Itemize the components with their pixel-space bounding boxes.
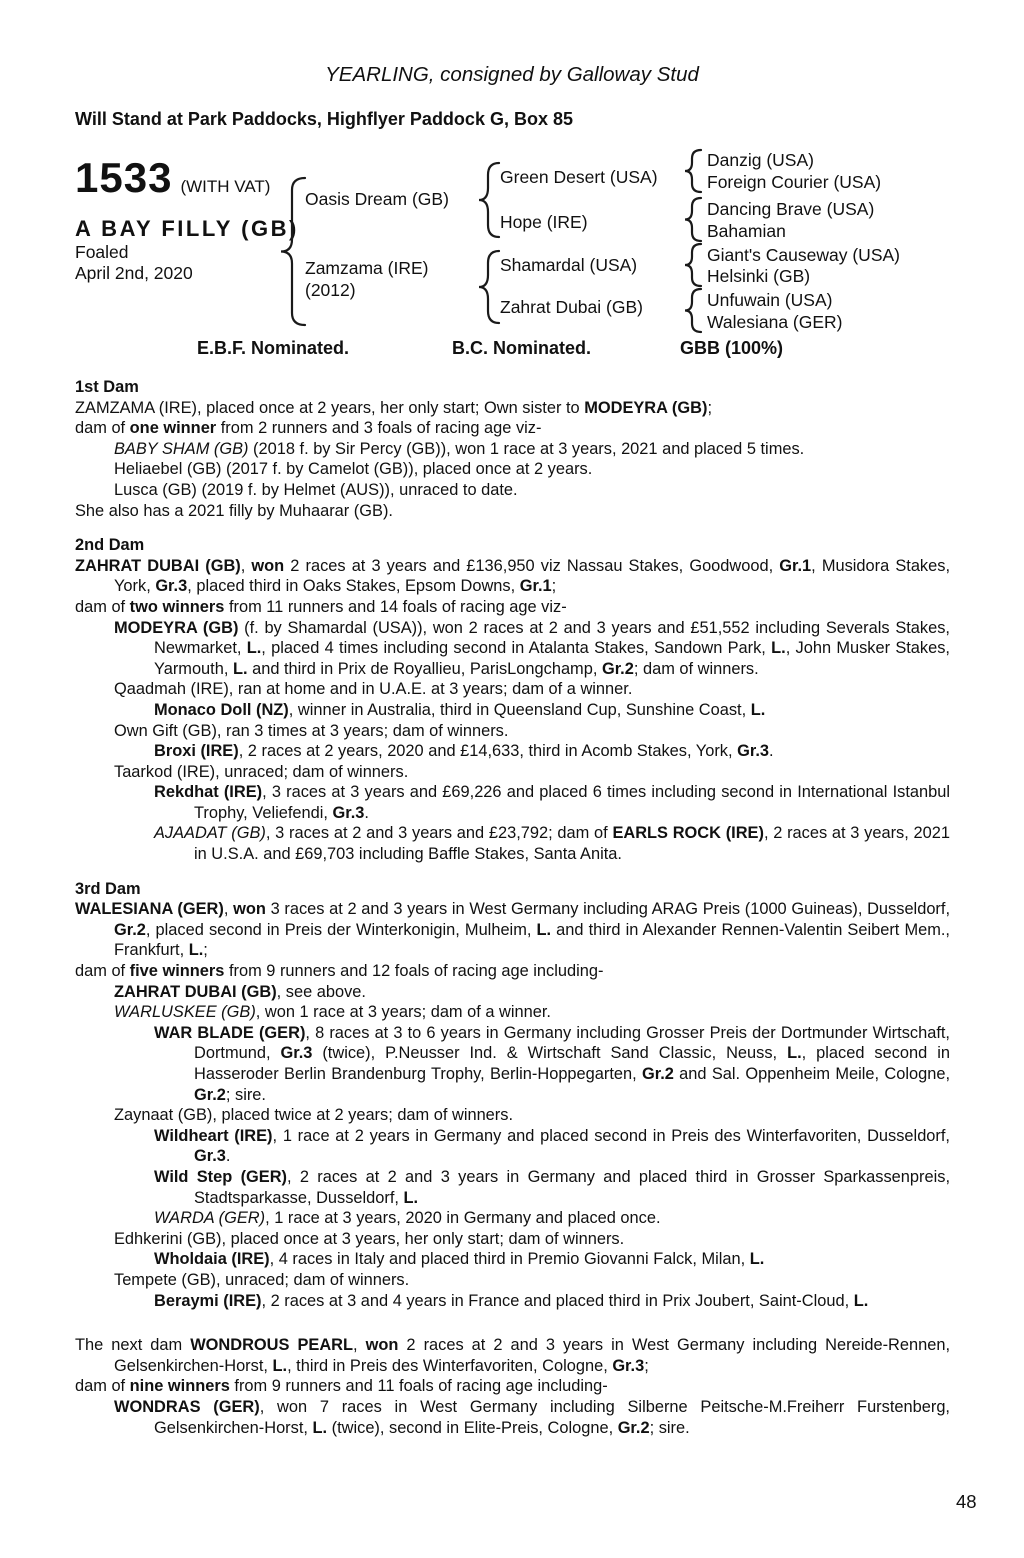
text-segment: L. [771,639,786,658]
text-segment: (twice), second in Elite-Preis, Cologne, [327,1418,618,1437]
lot-number: 1533 [75,154,173,201]
text-segment: L. [246,639,262,658]
text-segment: 3 races at 2 and 3 years in West Germany including ARAG Preis (1000 Guineas), Dusseldorf, [265,900,950,919]
text-segment: Broxi (IRE) [154,742,239,761]
text-segment: Gr.2 [601,659,634,678]
pedigree-gen3-ancestor: Dancing Brave (USA) [707,199,875,219]
produce-paragraph [75,899,950,961]
text-segment: Gr.1 [519,577,552,596]
produce-paragraph [75,1270,950,1291]
dam-section [75,377,950,521]
text-segment: and third in Prix de Royallieu, ParisLongchamp, [247,659,602,678]
text-segment: Gr.3 [155,577,188,596]
produce-paragraph [75,1397,950,1438]
text-segment: from 9 runners and 11 foals of racing age including- [229,1377,608,1396]
horse-name: A BAY FILLY (GB) [75,216,299,241]
text-segment: WARDA (GER) [154,1209,266,1228]
produce-paragraph [75,679,950,700]
text-segment: BABY SHAM (GB) [114,439,249,458]
text-segment: ZAHRAT DUBAI (GB) [114,982,277,1001]
dam-section [75,879,950,1311]
text-segment: . [225,1147,231,1166]
bc-nomination: B.C. Nominated. [452,338,592,358]
text-segment: WONDRAS (GER) [114,1397,260,1416]
text-segment: WALESIANA (GER) [75,900,224,919]
text-segment: EARLS ROCK (IRE) [612,824,764,843]
produce-paragraph [75,501,950,522]
produce-paragraph [75,459,950,480]
pedigree-dam-year: (2012) [305,280,356,300]
text-segment: L. [749,1250,765,1269]
text-segment: from 9 runners and 12 foals of racing age including- [224,962,604,981]
text-segment: ; [551,577,557,596]
produce-paragraph [75,597,950,618]
pedigree-gen3-ancestor: Giant's Causeway (USA) [707,245,900,265]
text-segment: L. [536,920,552,939]
text-segment: ; [707,398,712,417]
produce-paragraph [75,556,950,597]
pedigree-brace-gen1 [281,178,305,325]
text-segment: , 2 races at 2 years, 2020 and £14,633, third in Acomb Stakes, York, [238,742,738,761]
produce-paragraph [75,1291,950,1312]
text-segment: L. [188,941,204,960]
text-segment: Gr.3 [280,1044,313,1063]
text-segment: 2 races at 2 and 3 years in West Germany including Nereide-Rennen, Gelsenkirchen-Horst, [114,1336,950,1375]
text-segment: MODEYRA (GB) [114,618,239,637]
text-segment: 2 races at 3 years and £136,950 viz Nassau Stakes, Goodwood, [284,556,780,575]
pedigree-gen3-ancestor: Danzig (USA) [707,150,814,170]
text-segment: won [365,1336,399,1355]
produce-paragraph [75,1229,950,1250]
text-segment: , placed second in Hasseroder Berlin Brandenburg Trophy, Berlin-Hoppegarten, [194,1044,950,1083]
text-segment: WAR BLADE (GER) [154,1023,306,1042]
vat-note: (WITH VAT) [180,177,271,196]
foaled-date: April 2nd, 2020 [75,263,193,283]
pedigree-gen3-ancestor: Foreign Courier (USA) [707,172,882,192]
dam-section-heading: 3rd Dam [75,879,141,898]
text-segment: (f. by Shamardal (USA)), won 2 races at 2 and 3 years and £51,552 including Severals Stakes, Newmarket, [154,618,950,658]
text-segment: Qaadmah (IRE), ran at home and in U.A.E. at 3 years; dam of a winner. [114,680,633,699]
text-segment: ; dam of winners. [633,659,759,678]
text-segment: . [364,803,369,822]
text-segment: She also has a 2021 filly by Muhaarar (GB). [75,501,393,520]
text-segment: (twice), P.Neusser Ind. & Wirtschaft Sand Classic, Neuss, [312,1044,788,1063]
text-segment: , 2 races at 3 years, 2021 in U.S.A. and £69,703 including Baffle Stakes, Santa Anita. [194,824,950,864]
page-title: YEARLING, consigned by Galloway Stud [325,63,699,86]
produce-paragraph [75,741,950,762]
text-segment: , 1 race at 3 years, 2020 in Germany and placed once. [265,1209,661,1228]
pedigree-gen2-sire-sire: Green Desert (USA) [500,167,658,187]
pedigree-gen3-ancestor: Walesiana (GER) [707,312,843,332]
produce-paragraph [75,721,950,742]
dam-section-heading: 2nd Dam [75,536,145,555]
produce-paragraph [75,1023,950,1105]
text-segment: ; [644,1356,649,1375]
text-segment: from 11 runners and 14 foals of racing age viz- [224,597,567,616]
text-segment: , won 1 race at 3 years; dam of a winner. [255,1003,551,1022]
produce-record-body [75,377,950,1438]
text-segment: dam of [75,419,130,438]
produce-paragraph [75,439,950,460]
text-segment: L. [312,1418,328,1437]
text-segment: , placed 4 times including second in Atalanta Stakes, Sandown Park, [261,639,772,658]
produce-paragraph [75,1335,950,1376]
text-segment: Edhkerini (GB), placed once at 3 years, her only start; dam of winners. [114,1229,625,1248]
text-segment: MODEYRA (GB) [584,398,708,417]
text-segment: , Musidora Stakes, York, [114,556,950,596]
text-segment: , won 7 races in West Germany including Silberne Peitsche-M.Freiherr Furstenberg, Gelsenkirchen-Horst, [154,1397,950,1437]
text-segment: one winner [129,419,217,438]
stand-location-line: Will Stand at Park Paddocks, Highflyer Paddock G, Box 85 [75,109,573,129]
pedigree-gen2-sire-dam: Hope (IRE) [500,212,588,232]
text-segment: dam of [75,962,130,981]
produce-paragraph [75,961,950,982]
produce-paragraph [75,1208,950,1229]
text-segment: Monaco Doll (NZ) [154,700,289,719]
text-segment: Wildheart (IRE) [154,1126,273,1145]
pedigree-gen2-dam-dam: Zahrat Dubai (GB) [500,297,643,317]
next-dam-section [75,1335,950,1438]
text-segment: , 1 race at 2 years in Germany and placed second in Preis des Winterfavoriten, Dusseldorf, [272,1126,950,1145]
text-segment: dam of [75,597,130,616]
text-segment: won [251,556,285,575]
gbb-status: GBB (100%) [680,338,784,358]
produce-paragraph [75,618,950,680]
text-segment: , 3 races at 2 and 3 years and £23,792; dam of [265,824,613,843]
text-segment: won [233,900,266,919]
text-segment: , 2 races at 3 and 4 years in France and placed third in Prix Joubert, Saint-Cloud, [261,1291,854,1310]
text-segment: , John Musker Stakes, Yarmouth, [154,639,950,678]
pedigree-brace-gen3-2 [685,198,701,241]
text-segment: from 2 runners and 3 foals of racing age viz- [216,419,542,438]
pedigree-gen3-ancestor: Unfuwain (USA) [707,290,833,310]
text-segment: L. [232,659,248,678]
pedigree-gen3-ancestor: Bahamian [707,221,786,241]
dam-section [75,535,950,865]
text-segment: AJAADAT (GB) [154,824,266,843]
text-segment: Gr.2 [114,920,146,939]
text-segment: Rekdhat (IRE) [154,783,263,802]
text-segment: ; [203,941,208,960]
text-segment: ZAHRAT DUBAI (GB) [75,556,241,575]
text-segment: ; sire. [225,1085,266,1104]
text-segment: , third in Preis des Winterfavoriten, Cologne, [287,1356,613,1375]
lot-row [75,154,270,202]
text-segment: Beraymi (IRE) [154,1291,262,1310]
pedigree-gen2-dam-sire: Shamardal (USA) [500,255,638,275]
text-segment: five winners [129,962,225,981]
text-segment: , 4 races in Italy and placed third in Premio Giovanni Falck, Milan, [269,1250,750,1269]
text-segment: Heliaebel (GB) (2017 f. by Camelot (GB)), placed once at 2 years. [114,460,593,479]
text-segment: . [769,742,774,761]
text-segment: Taarkod (IRE), unraced; dam of winners. [114,762,409,781]
produce-paragraph [75,762,950,783]
dam-section-heading: 1st Dam [75,378,139,396]
text-segment: Tempete (GB), unraced; dam of winners. [114,1270,410,1289]
produce-paragraph [75,1249,950,1270]
produce-paragraph [75,823,950,864]
produce-paragraph [75,1002,950,1023]
text-segment: L. [787,1044,802,1063]
produce-paragraph [75,1167,950,1208]
text-segment: , 8 races at 3 to 6 years in Germany including Grosser Preis der Dortmunder Wirtschaft, Dortmund, [194,1023,950,1063]
text-segment: , [353,1336,366,1355]
pedigree-sire: Oasis Dream (GB) [305,189,449,209]
produce-paragraph [75,1105,950,1126]
text-segment: Gr.1 [779,556,812,575]
text-segment: two winners [129,597,225,616]
text-segment: The next dam [75,1336,191,1355]
pedigree-brace-gen2-top [479,163,499,237]
text-segment: Gr.2 [617,1418,650,1437]
page-number: 48 [956,1491,977,1512]
text-segment: , [223,900,234,919]
pedigree-brace-gen2-bottom [479,251,499,323]
text-segment: L. [272,1356,288,1375]
text-segment: ; sire. [649,1418,690,1437]
text-segment: L. [853,1291,869,1310]
text-segment: , [240,556,252,575]
text-segment: nine winners [129,1377,230,1396]
produce-paragraph [75,1376,950,1397]
text-segment: , placed second in Preis der Winterkonigin, Mulheim, [145,920,537,939]
text-segment: Gr.2 [641,1065,674,1083]
text-segment: WONDROUS PEARL [190,1336,354,1355]
text-segment: Wholdaia (IRE) [154,1250,270,1269]
text-segment: ZAMZAMA (IRE), placed once at 2 years, her only start; Own sister to [75,398,585,417]
foaled-label: Foaled [75,242,129,262]
produce-paragraph [75,398,950,419]
produce-paragraph [75,480,950,501]
text-segment: and Sal. Oppenheim Meile, Cologne, [673,1065,950,1083]
pedigree-brace-gen3-3 [685,244,701,286]
text-segment: , 3 races at 3 years and £69,226 and placed 6 times including second in International Istanbul Trophy, Veliefendi, [194,783,950,822]
text-segment: Gr.3 [194,1147,226,1166]
text-segment: dam of [75,1377,130,1396]
produce-paragraph [75,982,950,1003]
text-segment: Zaynaat (GB), placed twice at 2 years; dam of winners. [114,1106,514,1125]
text-segment: Gr.2 [194,1085,226,1104]
text-segment: L. [750,700,766,719]
pedigree-gen3-ancestor: Helsinki (GB) [707,266,811,286]
text-segment: Gr.3 [612,1356,645,1375]
ebf-nomination: E.B.F. Nominated. [197,338,350,358]
pedigree-brace-gen3-4 [685,289,701,332]
text-segment: Gr.3 [332,803,365,822]
pedigree-dam: Zamzama (IRE) [305,258,429,278]
text-segment: , winner in Australia, third in Queensland Cup, Sunshine Coast, [288,700,751,719]
text-segment: Own Gift (GB), ran 3 times at 3 years; dam of winners. [114,721,509,740]
text-segment: (2018 f. by Sir Percy (GB)), won 1 race at 3 years, 2021 and placed 5 times. [248,439,805,458]
pedigree-brace-gen3-1 [685,150,701,192]
text-segment: Gr.3 [737,742,770,761]
produce-paragraph [75,700,950,721]
text-segment: L. [403,1188,419,1207]
text-segment: Wild Step (GER) [154,1167,288,1186]
text-segment: , placed third in Oaks Stakes, Epsom Downs, [187,577,520,596]
produce-paragraph [75,418,950,439]
produce-paragraph [75,1126,950,1167]
text-segment: , see above. [276,982,366,1001]
text-segment: , 2 races at 2 and 3 years in Germany and placed third in Grosser Sparkassenpreis, Stadtsparkasse, Dusseldorf, [194,1167,950,1207]
produce-paragraph [75,782,950,823]
text-segment: and third in Alexander Rennen-Valentin Seibert Mem., Frankfurt, [114,920,950,960]
text-segment: WARLUSKEE (GB) [114,1003,256,1022]
text-segment: Lusca (GB) (2019 f. by Helmet (AUS)), unraced to date. [114,480,518,499]
